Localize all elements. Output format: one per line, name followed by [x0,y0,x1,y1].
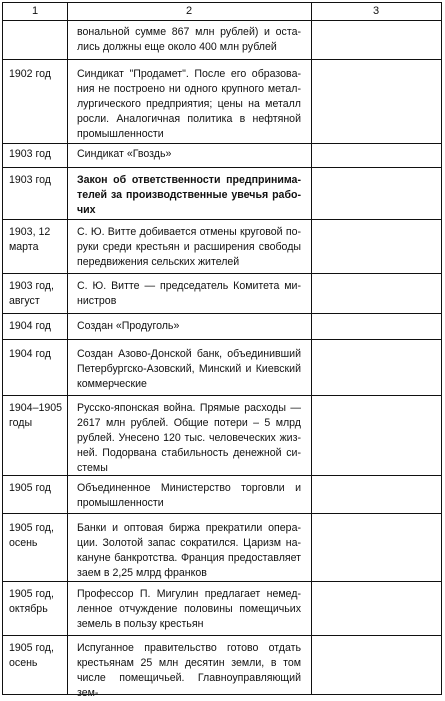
row-divider [3,313,441,314]
row-event: Создан Азово-Донской банк, объединивший Петербургско-Азовский, Минский и Киевский коммерческие [77,348,301,390]
row-divider [3,59,441,60]
row-date: 1904 год [9,320,51,332]
header-col-2: 2 [185,5,193,17]
row-divider [3,475,441,476]
row-event: Профессор П. Мигулин предлагает немедленное отчуждение половины помещичьих земель в пользу крестьян [77,588,301,630]
row-event: Закон об ответственности предпринимателей за производственные увечья рабочих [77,174,301,216]
row-date: 1903 год [9,174,51,186]
row-event: Объединенное Министерство торговли и промышленности [77,482,301,509]
row-event: С. Ю. Витте — председатель Комитета министров [77,280,301,307]
header-divider [3,20,441,21]
row-divider [3,635,441,636]
row-date: 1905 год, октябрь [9,588,54,615]
row-divider [3,167,441,168]
row-divider [3,581,441,582]
row-date: 1904 год [9,348,51,360]
row-event: Синдикат «Гвоздь» [77,148,172,160]
row-event: Русско-японская война. Прямые расходы — 2617 млн рублей. Общие потери – 5 млрд рублей. Унесено 120 тыс. человеческих жизней. Подорвана стабильность денежной системы [77,402,301,474]
header-col-3: 3 [372,5,380,17]
row-date: 1904–1905 годы [9,402,63,429]
row-event: вональной сумме 867 млн рублей) и остались должны еще около 400 млн рублей [77,26,301,53]
row-event: Испуганное правительство готово отдать крестьянам 25 млн десятин земли, в том числе помещичьей. Главноуправляющий зем- [77,642,301,699]
row-date: 1905 год, осень [9,522,54,549]
row-event: С. Ю. Витте добивается отмены круговой поруки среди крестьян и расширения свободы передвижения сельских жителей [77,226,301,268]
row-divider [3,339,441,340]
row-divider [3,143,441,144]
row-divider [3,273,441,274]
column-divider-1 [67,3,68,694]
row-event: Банки и оптовая биржа прекратили операции. Золотой запас сократился. Царизм накануне банкротства. Франция предоставляет заем в 2,25 млрд франков [77,522,301,579]
row-date: 1905 год, осень [9,642,54,669]
row-date: 1905 год [9,482,51,494]
row-event: Синдикат "Продамет". После его образования не построено ни одного крупного металлургического предприятия; цены на металл росли. Аналогичная политика в нефтяной промышленности [77,68,301,140]
header-col-1: 1 [31,5,39,17]
column-divider-2 [311,3,312,694]
row-date: 1903, 12 марта [9,226,51,253]
row-event: Создан «Продуголь» [77,320,180,332]
row-date: 1903 год [9,148,51,160]
row-divider [3,513,441,514]
row-divider [3,395,441,396]
chronology-table [2,2,442,699]
row-divider [3,219,441,220]
row-date: 1902 год [9,68,51,80]
row-date: 1903 год, август [9,280,54,307]
